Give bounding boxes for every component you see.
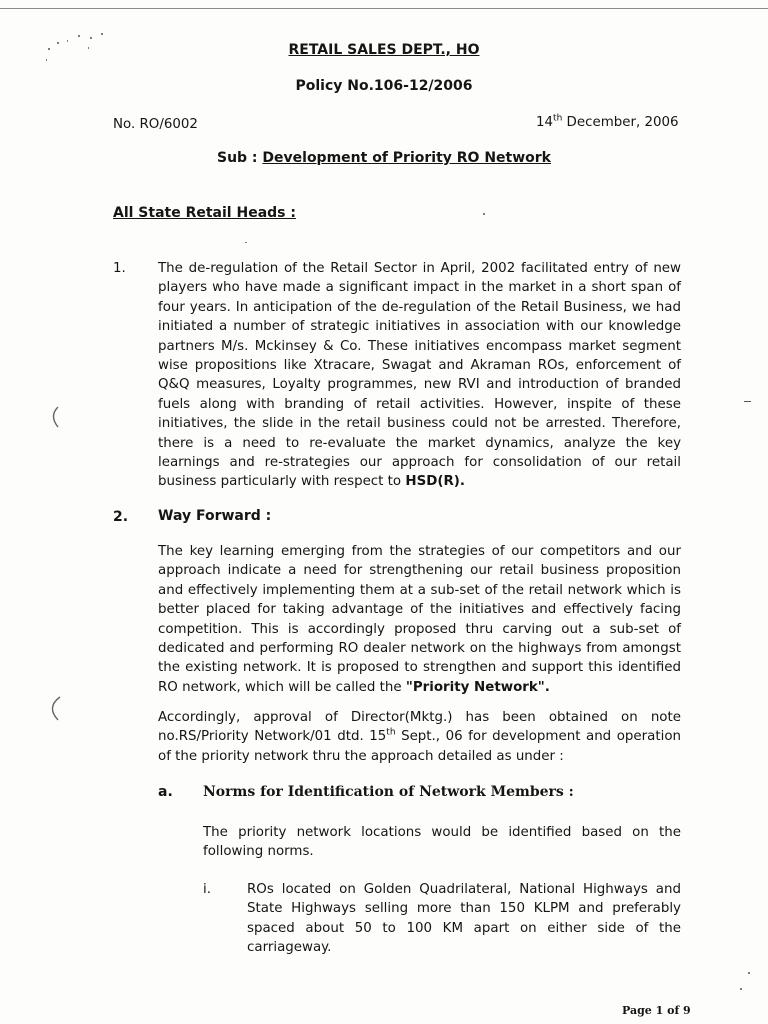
page-number: Page 1 of 9 [622,1004,691,1017]
scan-speck [46,59,47,61]
scan-speck [483,213,485,215]
reference-number: No. RO/6002 [113,117,198,132]
subject-line: Sub : Development of Priority RO Network [216,150,551,166]
policy-number: Policy No.106-12/2006 [295,78,473,94]
letter-date: 14th December, 2006 [536,113,679,130]
paragraph-1-text: The de-regulation of the Retail Sector in April, 2002 facilitated entry of new players who have made a significant impact in the market in a short span of four years. In anticipation of the de-regulation of the Retail Business, we had initiated a number of strategic initiatives in association with our knowledge partners M/s. Mckinsey & Co. These initiatives encompass market segment wise propositions like Xtracare, Swagat and Akraman ROs, enforcement of Q&Q measures, Loyalty programmes, new RVI and introduction of branded fuels along with branding of retail activities. However, inspite of these initiatives, the slide in the retail business could not be arrested. Therefore, there is a need to re-evaluate the market dynamics, analyze the key learnings and re-strategies our approach for consolidation of our retail business particularly with respect to HSD(R). [158,261,681,490]
scan-speck [245,242,247,243]
approval-paragraph: Accordingly, approval of Director(Mktg.) has been obtained on note no.RS/Priority Network/01 dtd. 15th Sept., 06 for development and operation of the priority network thru the approach detailed as under : [158,710,682,764]
section-a-intro: The priority network locations would be identified based on the following norms. [203,825,681,860]
paragraph-2-text: The key learning emerging from the strategies of our competitors and our approach indicate a need for strengthening our retail business proposition and effectively implementing them at a sub-set of the retail network which is better placed for taking advantage of the initiatives and effectively facing competition. This is accordingly proposed thru carving out a sub-set of dedicated and performing RO dealer network on the highways from amongst the existing network. It is proposed to strengthen and support this identified RO network, which will be called the "Priority Network". [158,544,681,695]
paragraph-1-number: 1. [113,261,126,276]
scan-top-edge [0,8,768,9]
salutation: All State Retail Heads : [113,205,296,221]
department-heading: RETAIL SALES DEPT., HO [288,42,480,58]
scan-speck [101,33,103,35]
section-a-heading: Norms for Identification of Network Members : [203,784,574,800]
scan-speck [744,401,751,402]
paragraph-2-number: 2. [113,509,129,525]
punch-hole-mark [44,693,64,723]
item-i-text: ROs located on Golden Quadrilateral, National Highways and State Highways selling more than 150 KLPM and preferably spaced about 50 to 100 KM apart on either side of the carriageway. [247,882,681,956]
scan-speck [748,972,750,974]
way-forward-heading: Way Forward : [158,508,272,524]
scan-speck [740,988,742,990]
item-i-number: i. [203,882,211,897]
section-a-label: a. [158,784,173,800]
scan-speck [78,35,80,37]
scan-speck [90,37,92,39]
punch-hole-mark [46,404,62,430]
